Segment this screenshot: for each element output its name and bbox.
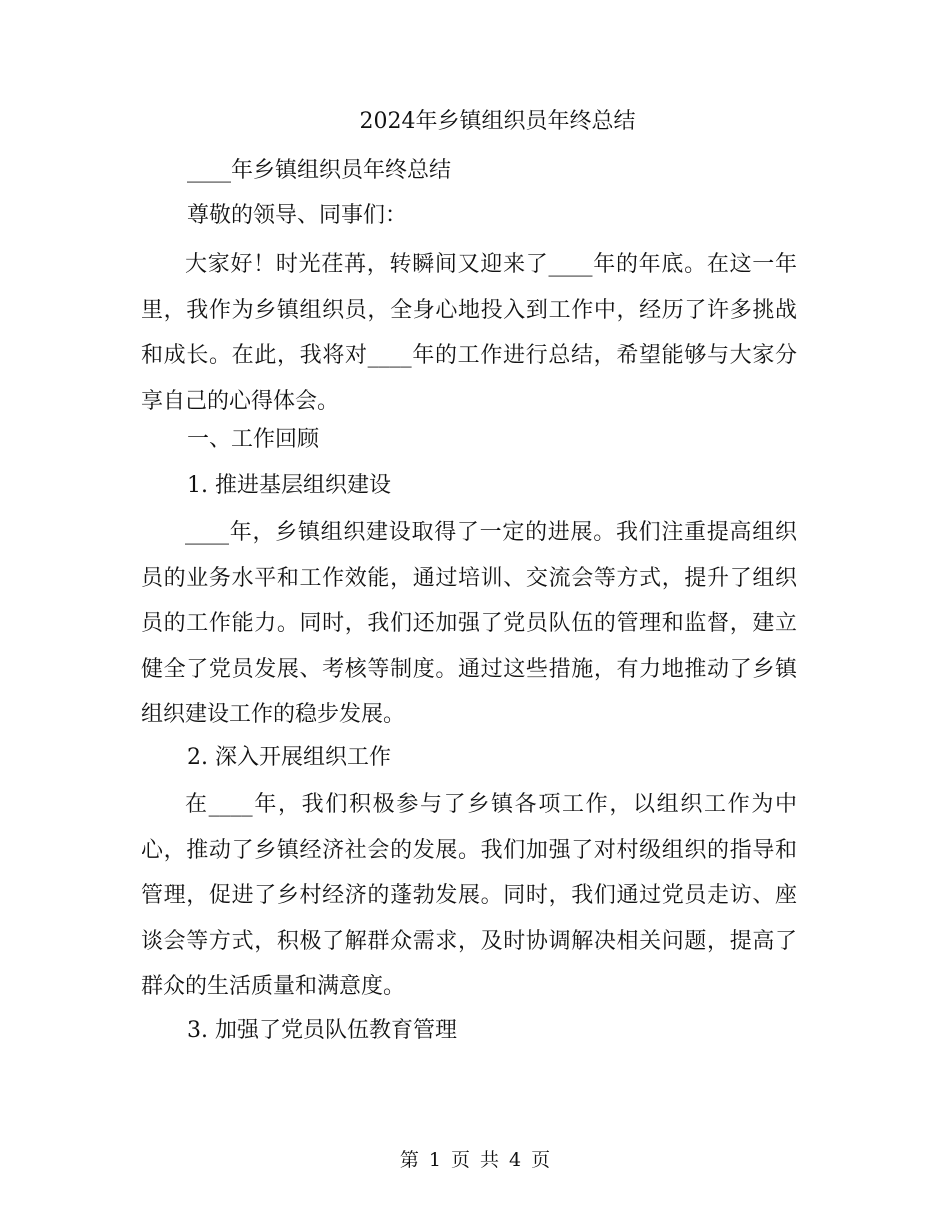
page-number: 第 1 页 共 4 页 (399, 1149, 551, 1171)
item-body-1: ____年，乡镇组织建设取得了一定的进展。我们注重提高组织员的业务水平和工作效能，通过培训、交流会等方式，提升了组织员的工作能力。同时，我们还加强了党员队伍的管理和监督，建立健全了党员发展、考核等制度。通过这些措施，有力地推动了乡镇组织建设工作的稳步发展。 (141, 520, 797, 727)
salutation: 尊敬的领导、同事们： (187, 203, 408, 228)
item-heading-2: 2. 深入开展组织工作 (187, 745, 391, 770)
document-subtitle: ____年乡镇组织员年终总结 (187, 158, 452, 183)
document-title: 2024年乡镇组织员年终总结 (359, 109, 636, 134)
intro-paragraph: 大家好！时光荏苒，转瞬间又迎来了____年的年底。在这一年里，我作为乡镇组织员，全身心地投入到工作中，经历了许多挑战和成长。在此，我将对____年的工作进行总结，希望能够与大家分享自己的心得体会。 (141, 252, 797, 414)
section-heading: 一、工作回顾 (187, 427, 320, 452)
item-body-2: 在____年，我们积极参与了乡镇各项工作，以组织工作为中心，推动了乡镇经济社会的发展。我们加强了对村级组织的指导和管理，促进了乡村经济的蓬勃发展。同时，我们通过党员走访、座谈会等方式，积极了解群众需求，及时协调解决相关问题，提高了群众的生活质量和满意度。 (141, 792, 797, 999)
item-heading-1: 1. 推进基层组织建设 (187, 473, 391, 498)
item-heading-3: 3. 加强了党员队伍教育管理 (187, 1018, 457, 1043)
